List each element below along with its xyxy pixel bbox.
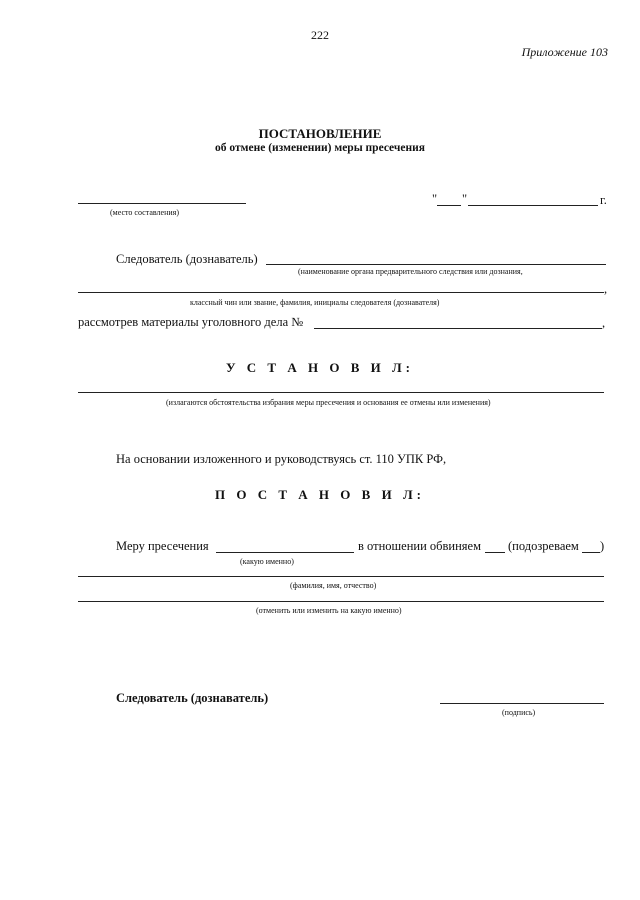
document-title: ПОСТАНОВЛЕНИЕ	[258, 126, 382, 141]
case-number-line[interactable]	[314, 328, 602, 329]
which-hint: (какую именно)	[240, 557, 294, 566]
date-quote-open: "	[432, 192, 438, 206]
established-line[interactable]	[78, 392, 604, 393]
cancel-hint: (отменить или изменить на какую именно)	[256, 606, 402, 615]
suspect-label: (подозреваем	[508, 539, 579, 553]
signature-line[interactable]	[440, 703, 604, 704]
signature-hint: (подпись)	[502, 708, 536, 717]
place-line[interactable]	[78, 203, 246, 204]
suspect-close: )	[600, 539, 605, 553]
place-hint: (место составления)	[110, 208, 179, 217]
established-hint: (излагаются обстоятельства избрания меры пресечения и основания ее отмены или изменения)	[166, 398, 491, 407]
fio-hint: (фамилия, имя, отчество)	[290, 581, 377, 590]
date-year-suffix: г.	[600, 193, 607, 207]
established-heading: У С Т А Н О В И Л:	[225, 360, 414, 375]
rank-line-comma: ,	[604, 282, 608, 296]
signature-label: Следователь (дознаватель)	[116, 691, 269, 705]
date-day-line[interactable]	[437, 205, 461, 206]
accused-label: в отношении обвиняем	[358, 539, 481, 553]
cancel-line[interactable]	[78, 601, 604, 602]
date-month-year-line[interactable]	[468, 205, 598, 206]
appendix-label: Приложение 103	[521, 45, 608, 59]
case-comma: ,	[602, 316, 606, 330]
basis-text: На основании изложенного и руководствуясь ст. 110 УПК РФ,	[116, 452, 447, 466]
rank-hint: классный чин или звание, фамилия, инициалы следователя (дознавателя)	[190, 298, 440, 307]
investigator-line[interactable]	[266, 264, 606, 265]
fio-line[interactable]	[78, 576, 604, 577]
measure-label: Меру пресечения	[116, 539, 209, 553]
document-subtitle: об отмене (изменении) меры пресечения	[215, 142, 425, 154]
measure-line[interactable]	[216, 552, 354, 553]
page-number: 222	[311, 28, 329, 42]
accused-ending-line[interactable]	[485, 552, 505, 553]
rank-line[interactable]	[78, 292, 604, 293]
investigator-label: Следователь (дознаватель)	[116, 252, 258, 266]
date-quote-close: "	[462, 192, 468, 206]
resolved-heading: П О С Т А Н О В И Л:	[215, 487, 425, 502]
investigator-hint: (наименование органа предварительного следствия или дознания,	[298, 267, 523, 276]
case-label: рассмотрев материалы уголовного дела №	[78, 315, 304, 329]
suspect-ending-line[interactable]	[582, 552, 600, 553]
